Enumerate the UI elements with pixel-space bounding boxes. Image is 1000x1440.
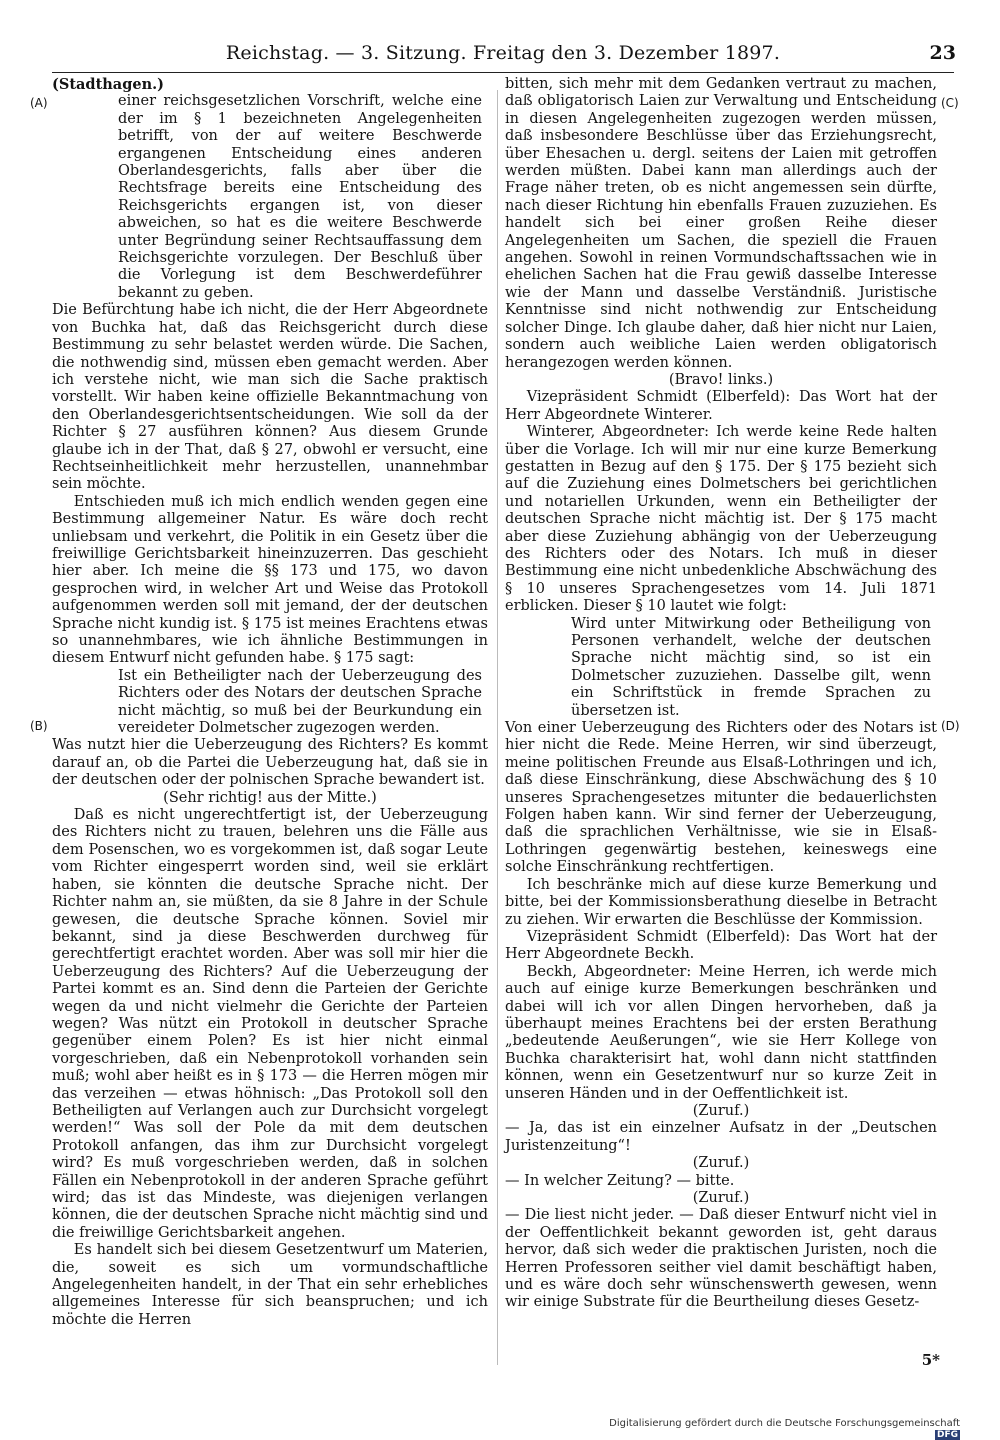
paragraph: (Bravo! links.) (668, 371, 774, 388)
paragraph: Winterer, Abgeordneter: Ich werde keine Rede halten über die Vorlage. Ich will mir nur eine kurze Bemerkung gestatten in Bezug auf den § 175. Der § 175 bezieht sich auf die Zuziehung eines Dolmetschers bei gerichtlichen und notariellen Urkunden, wenn ein Betheiligter der deutschen Sprache nicht mächtig ist. Der § 175 macht aber diese Zuziehung abhängig von der Ueberzeugung des Richters oder des Notars. Ich muß in dieser Bestimmung eine nicht unbedenkliche Abschwächung des § 10 unseres Sprachengesetzes vom 14. Juli 1871 erblicken. Dieser § 10 lautet wie folgt: (505, 424, 937, 615)
paragraph: — Ja, das ist ein einzelner Aufsatz in der „Deutschen Juristenzeitung“! (505, 1120, 937, 1154)
right-column (505, 76, 937, 1312)
paragraph: Die Befürchtung habe ich nicht, die der Herr Abgeordnete von Buchka hat, daß das Reichsgericht durch diese Bestimmung zu sehr belastet werden würde. Die Sachen, die nothwendig sind, müssen eben gemacht werden. Aber ich verstehe nicht, wie man sich die Sache praktisch vorstellt. Wir haben keine offizielle Bekanntmachung von den Oberlandesgerichtsentscheidungen. Wie soll da der Richter § 27 ausführen können? Aus diesem Grunde glaube ich in der That, daß § 27, obwohl er versucht, eine Rechtseinheitlichkeit mehr herzustellen, unannehmbar sein möchte. (52, 302, 488, 493)
paragraph: Beckh, Abgeordneter: Meine Herren, ich werde mich auch auf einige kurze Bemerkungen beschränken und dabei will ich vor allen Dingen hervorheben, daß ja überhaupt meines Erachtens bei der ersten Berathung „bedeutende Aeußerungen“, wie sie Herr Kollege von Buchka charakterisirt hat, wohl dann nicht stattfinden können, wenn ein Gesetzentwurf nur so kurze Zeit in unseren Händen und in der Oeffentlichkeit ist. (505, 963, 937, 1102)
paragraph: Es handelt sich bei diesem Gesetzentwurf um Materien, die, soweit es sich um vormundschaftliche Angelegenheiten handelt, in der That ein sehr erhebliches allgemeines Interesse für sich beanspruchen; und ich möchte die Herren (52, 1242, 488, 1328)
paragraph: Ist ein Betheiligter nach der Ueberzeugung des Richters oder des Notars der deutschen Sprache nicht mächtig, so muß bei der Beurkundung ein vereideter Dolmetscher zugezogen werden. (118, 667, 482, 737)
paragraph: (Zuruf.) (692, 1190, 750, 1206)
paragraph: (Sehr richtig! aus der Mitte.) (163, 789, 377, 806)
margin-marker-d: (D) (941, 719, 960, 733)
header-rule (52, 72, 954, 73)
column-divider (497, 90, 498, 1365)
dfg-logo-icon: DFG (936, 1430, 958, 1440)
paragraph: Vizepräsident Schmidt (Elberfeld): Das Wort hat der Herr Abgeordnete Winterer. (505, 389, 937, 423)
speaker-tag: (Stadthagen.) (52, 76, 165, 93)
margin-marker-a: (A) (30, 96, 48, 110)
paragraph: Wird unter Mitwirkung oder Betheiligung von Personen verhandelt, welche der deutschen Sprache nicht mächtig sind, so ist ein Dolmetscher zuzuziehen. Dasselbe gilt, wenn ein Schriftstück in fremde Sprachen zu übersetzen ist. (571, 615, 931, 719)
paragraph: einer reichsgesetzlichen Vorschrift, welche eine der im § 1 bezeichneten Angelegenheiten betrifft, von der auf weitere Beschwerde ergangenen Entscheidung eines anderen Oberlandesgerichts, falls aber über die Rechtsfrage bereits eine Entscheidung des Reichsgerichts ergangen ist, von dieser abweichen, so hat es die weitere Beschwerde unter Begründung seiner Rechtsauffassung dem Reichsgerichte vorzulegen. Der Beschluß über die Vorlegung ist dem Beschwerdeführer bekannt zu geben. (118, 93, 482, 301)
paragraph: Ich beschränke mich auf diese kurze Bemerkung und bitte, bei der Kommissionsberathung dieselbe in Betracht zu ziehen. Wir erwarten die Beschlüsse der Kommission. (505, 876, 937, 928)
paragraph: (Zuruf.) (692, 1155, 750, 1172)
paragraph: Entschieden muß ich mich endlich wenden gegen eine Bestimmung allgemeiner Natur. Es wäre doch recht unliebsam und verkehrt, die Politik in ein Gesetz über die freiwillige Gerichtsbarkeit hineinzuzerren. Das geschieht hier aber. Ich meine die §§ 173 und 175, wo davon gesprochen wird, in welcher Art und Weise das Protokoll aufgenommen werden soll mit jemand, der der deutschen Sprache nicht kundig ist. § 175 ist meines Erachtens etwas so unannehmbares, wie ich ähnliche Bestimmungen in diesem Entwurf nicht gefunden habe. § 175 sagt: (52, 493, 488, 667)
paragraph: — Die liest nicht jeder. — Daß dieser Entwurf nicht viel in der Oeffentlichkeit bekannt geworden ist, geht daraus hervor, daß sich weder die praktischen Juristen, noch die Herren Professoren seither viel damit beschäftigt haben, und es wäre doch sehr wünschenswerth gewesen, wenn wir einige Substrate für die Beurtheilung dieses Gesetz- (505, 1207, 937, 1311)
digitization-credit (600, 1418, 960, 1440)
running-header: Reichstag. — 3. Sitzung. Freitag den 3. Dezember 1897. (225, 42, 781, 64)
paragraph: — In welcher Zeitung? — bitte. (505, 1172, 735, 1189)
paragraph: Vizepräsident Schmidt (Elberfeld): Das Wort hat der Herr Abgeordnete Beckh. (505, 928, 937, 963)
paragraph: bitten, sich mehr mit dem Gedanken vertraut zu machen, daß obligatorisch Laien zur Verwaltung und Entscheidung in diesen Angelegenheiten zugezogen werden müssen, daß insbesondere Beschlüsse über das Erziehungsrecht, über Ehesachen u. dergl. seitens der Laien mit getroffen werden müßten. Dabei kann man allerdings auch der Frage näher treten, ob es nicht angemessen sein dürfte, nach dieser Richtung hin ebenfalls Frauen zuzuziehen. Es handelt sich bei einer großen Reihe dieser Angelegenheiten um Sachen, die speziell die Frauen angehen. Sowohl in reinen Vormundschaftssachen wie in ehelichen Sachen hat die Frau gewiß dasselbe Interesse wie der Mann und dasselbe Verständniß. Juristische Kenntnisse sind nicht nothwendig zur Entscheidung solcher Dinge. Ich glaube daher, daß hier nicht nur Laien, sondern auch weibliche Laien werden obligatorisch herangezogen werden können. (505, 76, 937, 371)
paragraph: (Zuruf.) (692, 1102, 750, 1119)
paragraph: Was nutzt hier die Ueberzeugung des Richters? Es kommt darauf an, ob die Partei die Ueberzeugung hat, daß sie in der deutschen oder der polnischen Sprache bewandert ist. (52, 737, 488, 789)
paragraph: Daß es nicht ungerechtfertigt ist, der Ueberzeugung des Richters nicht zu trauen, belehren uns die Fälle aus dem Posenschen, wo es vorgekommen ist, daß sogar Leute vom Richter eingesperrt worden sind, weil sie erklärt haben, sie könnten die deutsche Sprache nicht. Der Richter nahm an, sie müßten, da sie 8 Jahre in der Schule gewesen, die deutsche Sprache können. Soviel mir bekannt, sind ja diese Beschwerden durchweg für gerechtfertigt erachtet worden. Aber was soll mir hier die Ueberzeugung des Richters? Auf die Ueberzeugung der Partei kommt es an. Sind denn die Parteien der Gerichte wegen da und nicht vielmehr die Gerichte der Parteien wegen? Was nützt ein Protokoll in deutscher Sprache gegenüber einem Polen? Es ist hier nicht einmal vorgeschrieben, daß ein Nebenprotokoll vorhanden sein muß; wohl aber heißt es in § 173 — die Herren mögen mir das verzeihen — etwas höhnisch: „Das Protokoll soll den Betheiligten auf Verlangen auch zur Durchsicht vorgelegt werden!“ Was soll der Pole da mit dem deutschen Protokoll anfangen, das ihm zur Durchsicht vorgelegt wird? Es muß vorgeschrieben werden, daß in solchen Fällen ein Nebenprotokoll in der anderen Sprache geführt wird; das ist das Mindeste, was diejenigen verlangen können, die der deutschen Sprache nicht mächtig sind und die freiwillige Gerichtsbarkeit angehen. (52, 807, 488, 1241)
credit-text: Digitalisierung gefördert durch die Deutsche Forschungsgemeinschaft (609, 1418, 960, 1429)
margin-marker-b: (B) (30, 719, 48, 733)
left-column (52, 76, 488, 1329)
paragraph: Von einer Ueberzeugung des Richters oder des Notars ist hier nicht die Rede. Meine Herren, wir sind überzeugt, meine politischen Freunde aus Elsaß-Lothringen und ich, daß diese Einschränkung, diese Abschwächung des § 10 unseres Sprachengesetzes mitunter die bedauerlichsten Folgen haben kann. Wir sind ferner der Ueberzeugung, daß die sprachlichen Verhältnisse, wie sie in Elsaß-Lothringen gegenwärtig bestehen, keineswegs eine solche Einschränkung rechtfertigen. (505, 720, 937, 876)
signature-mark: 5* (921, 1351, 940, 1369)
page-number: 23 (929, 42, 956, 64)
margin-marker-c: (C) (941, 96, 959, 110)
